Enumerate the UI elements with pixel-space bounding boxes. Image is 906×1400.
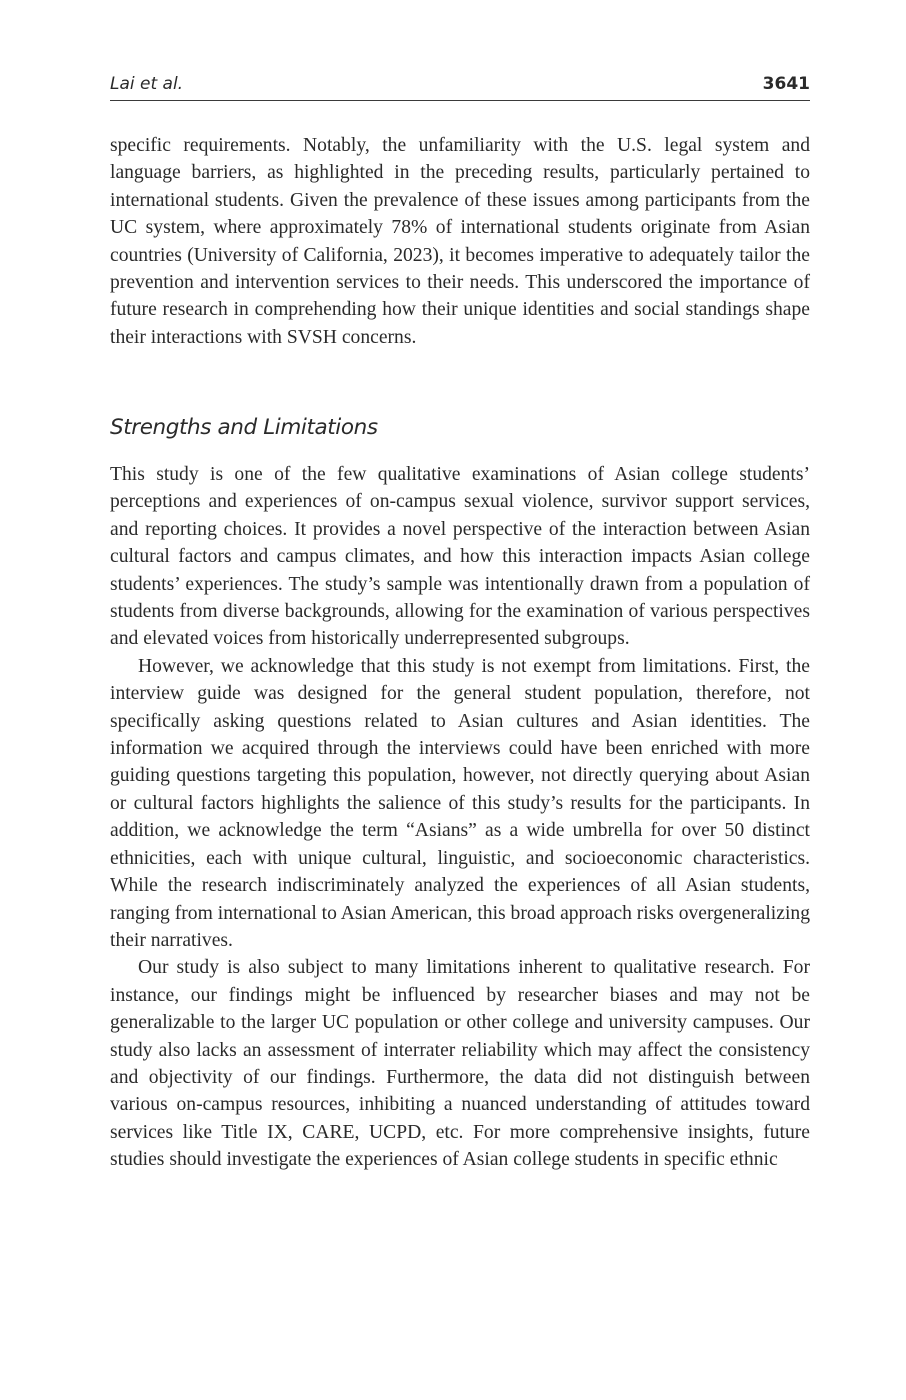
paragraph-limitations-2: Our study is also subject to many limitations inherent to qualitative research. For instance, our findings might be influenced by researcher biases and may not be generalizable to the larger UC population or other college and university campuses. Our study also lacks an assessment of interrater reliability which may affect the consistency and objectivity of our findings. Furthermore, the data did not distinguish between various on-campus resources, inhibiting a nuanced understanding of attitudes toward services like Title IX, CARE, UCPD, etc. For more comprehensive insights, future studies should investigate the experiences of Asian college students in specific ethnic <box>110 957 810 1171</box>
section-strengths-limitations <box>110 461 810 1174</box>
running-header-author: Lai et al. <box>110 74 184 94</box>
section-heading: Strengths and Limitations <box>110 415 378 440</box>
page-number: 3641 <box>762 74 810 94</box>
paragraph-continued: specific requirements. Notably, the unfamiliarity with the U.S. legal system and language barriers, as highlighted in the preceding results, particularly pertained to international students. Given the prevalence of these issues among participants from the UC system, where approximately 78% of international students originate from Asian countries (University of California, 2023), it becomes imperative to adequately tailor the prevention and intervention services to their needs. This underscored the importance of future research in comprehending how their unique identities and social standings shape their interactions with SVSH concerns. <box>110 135 810 348</box>
paragraph-strengths: This study is one of the few qualitative examinations of Asian college students’ perceptions and experiences of on-campus sexual violence, survivor support services, and reporting choices. It provides a novel perspective of the interaction between Asian cultural factors and campus climates, and how this interaction impacts Asian college students’ experiences. The study’s sample was intentionally drawn from a population of students from diverse backgrounds, allowing for the examination of various perspectives and elevated voices from historically underrepresented subgroups. <box>110 464 810 650</box>
running-header <box>110 68 810 101</box>
paragraph-limitations-1: However, we acknowledge that this study is not exempt from limitations. First, the interview guide was designed for the general student population, therefore, not specifically asking questions related to Asian cultures and Asian identities. The information we acquired through the interviews could have been enriched with more guiding questions targeting this population, however, not directly querying about Asian or cultural factors highlights the salience of this study’s results for the participants. In addition, we acknowledge the term “Asians” as a wide umbrella for over 50 distinct ethnicities, each with unique cultural, linguistic, and socioeconomic characteristics. While the research indiscriminately analyzed the experiences of all Asian students, ranging from international to Asian American, this broad approach risks overgeneralizing their narratives. <box>110 655 810 951</box>
